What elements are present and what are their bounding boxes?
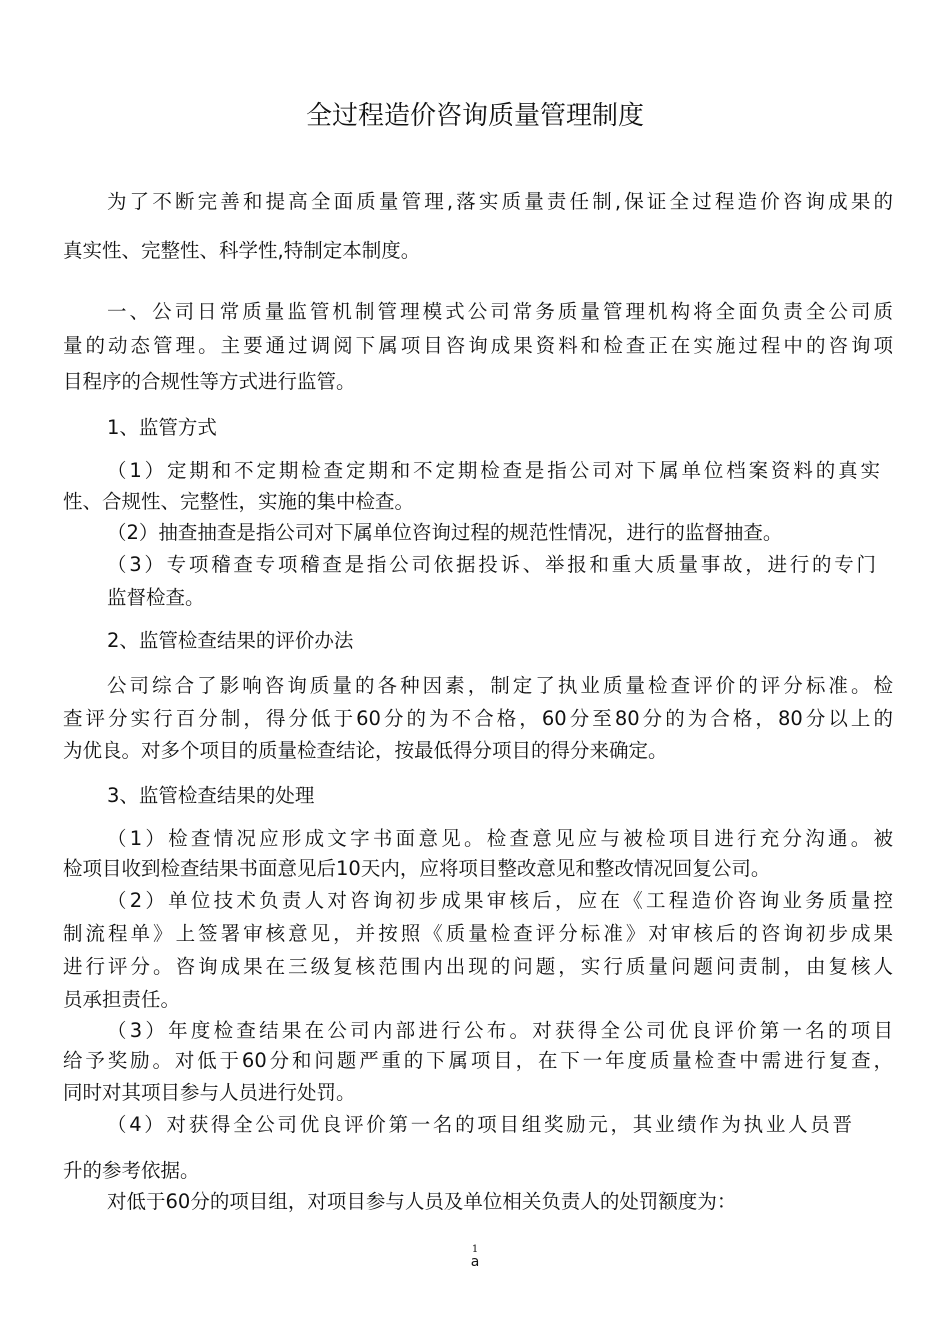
evaluation-line-3: 为优良。对多个项目的质量检查结论，按最低得分项目的得分来确定。 [63, 739, 668, 762]
handling-2-line-1: （2）单位技术负责人对咨询初步成果审核后，应在《工程造价咨询业务质量控 [107, 889, 893, 912]
page-mark: a [470, 1254, 480, 1270]
penalty-line: 对低于60分的项目组，对项目参与人员及单位相关负责人的处罚额度为： [107, 1190, 737, 1213]
handling-3-line-3: 同时对其项目参与人员进行处罚。 [63, 1081, 356, 1104]
handling-1-line-1: （1）检查情况应形成文字书面意见。检查意见应与被检项目进行充分沟通。被 [107, 827, 893, 850]
handling-4-line-2: 升的参考依据。 [63, 1159, 200, 1182]
handling-2-line-4: 员承担责任。 [63, 988, 181, 1011]
handling-3-line-2: 给予奖励。对低于60分和问题严重的下属项目，在下一年度质量检查中需进行复查， [63, 1049, 893, 1072]
method-2-line: （2）抽查抽查是指公司对下属单位咨询过程的规范性情况，进行的监督抽查。 [107, 521, 783, 544]
handling-1-line-2: 检项目收到检查结果书面意见后10天内，应将项目整改意见和整改情况回复公司。 [63, 857, 771, 880]
document-title: 全过程造价咨询质量管理制度 [305, 101, 644, 131]
section-1-line-3: 目程序的合规性等方式进行监管。 [63, 370, 356, 393]
intro-line-1: 为了不断完善和提高全面质量管理,落实质量责任制,保证全过程造价咨询成果的 [107, 190, 893, 213]
intro-line-2: 真实性、完整性、科学性,特制定本制度。 [63, 239, 421, 262]
method-3-line-2: 监督检查。 [107, 586, 205, 609]
handling-2-line-3: 进行评分。咨询成果在三级复核范围内出现的问题，实行质量问题问责制，由复核人 [63, 955, 893, 978]
section-1-line-1: 一、公司日常质量监管机制管理模式公司常务质量管理机构将全面负责全公司质 [107, 300, 893, 323]
handling-2-line-2: 制流程单》上签署审核意见，并按照《质量检查评分标准》对审核后的咨询初步成果 [63, 922, 893, 945]
evaluation-line-2: 查评分实行百分制，得分低于60分的为不合格，60分至80分的为合格，80分以上的 [63, 707, 893, 730]
heading-supervision-method: 1、监管方式 [107, 416, 217, 439]
handling-3-line-1: （3）年度检查结果在公司内部进行公布。对获得全公司优良评价第一名的项目 [107, 1019, 893, 1042]
evaluation-line-1: 公司综合了影响咨询质量的各种因素，制定了执业质量检查评价的评分标准。检 [107, 674, 893, 697]
handling-4-line-1: （4）对获得全公司优良评价第一名的项目组奖励元，其业绩作为执业人员晋 [107, 1113, 852, 1136]
method-3-line-1: （3）专项稽查专项稽查是指公司依据投诉、举报和重大质量事故，进行的专门 [107, 553, 876, 576]
method-1-line-2: 性、合规性、完整性，实施的集中检查。 [63, 490, 415, 513]
section-1-line-2: 量的动态管理。主要通过调阅下属项目咨询成果资料和检查正在实施过程中的咨询项 [63, 334, 893, 357]
method-1-line-1: （1）定期和不定期检查定期和不定期检查是指公司对下属单位档案资料的真实 [107, 459, 880, 482]
heading-evaluation-method: 2、监管检查结果的评价办法 [107, 629, 354, 652]
heading-result-handling: 3、监管检查结果的处理 [107, 784, 315, 807]
page-number: 1 [471, 1244, 479, 1255]
